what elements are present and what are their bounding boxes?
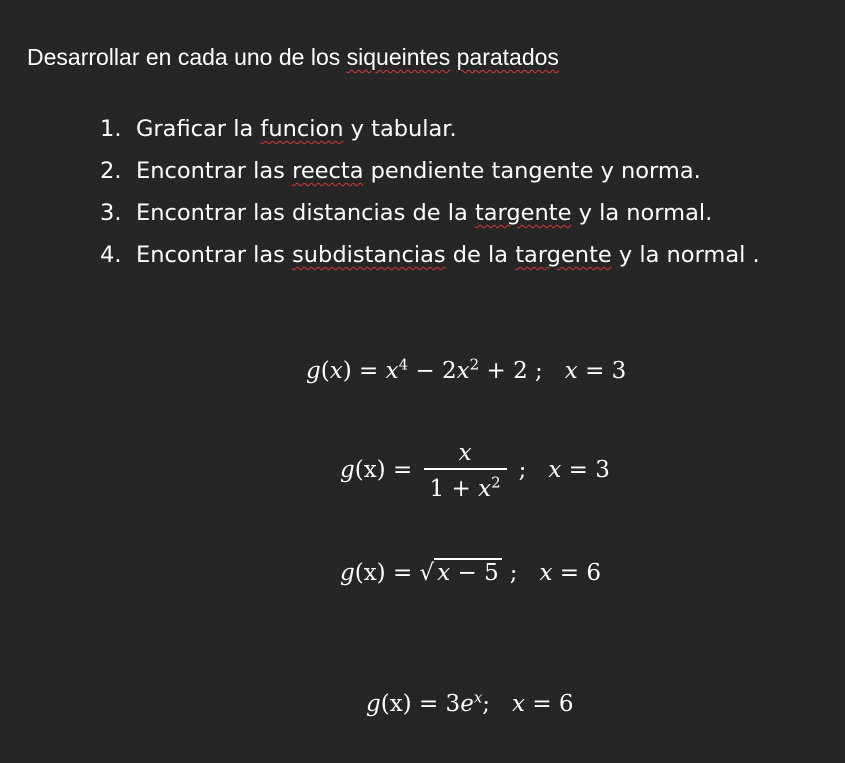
equation-1: $g(x) = x^4 - 2x^2 + 2$ ; x = 3 bbox=[306, 355, 627, 384]
misspelled-word: paratados bbox=[456, 44, 559, 70]
list-item: 1. Graficar la funcion y tabular. bbox=[100, 113, 760, 155]
equation-3: g(x) = √ x − 5 ; x = 6 bbox=[340, 560, 601, 586]
item-number: 4. bbox=[100, 242, 122, 268]
list-item: 4. Encontrar las subdistancias de la targente y la normal . bbox=[100, 239, 760, 281]
equation-2: g(x) = $\frac{x}{1 + x^2}$ ; x = 3 bbox=[340, 440, 610, 502]
square-root: √ x − 5 bbox=[420, 558, 502, 588]
misspelled-word: funcion bbox=[260, 116, 344, 142]
misspelled-word: targente bbox=[515, 242, 612, 268]
item-number: 2. bbox=[100, 158, 122, 184]
equation-4: $g(x) = 3e^x$; x = 6 bbox=[366, 688, 574, 717]
item-number: 3. bbox=[100, 200, 122, 226]
misspelled-word: subdistancias bbox=[292, 242, 446, 268]
misspelled-word: siqueintes bbox=[346, 44, 451, 70]
list-item: 2. Encontrar las reecta pendiente tangente y norma. bbox=[100, 155, 760, 197]
list-item: 3. Encontrar las distancias de la targente y la normal. bbox=[100, 197, 760, 239]
heading-text: Desarrollar en cada uno de los bbox=[27, 44, 347, 70]
item-number: 1. bbox=[100, 116, 122, 142]
task-list bbox=[100, 113, 760, 281]
fraction: $\frac{x}{1 + x^2}$ bbox=[424, 438, 507, 504]
instructions-heading bbox=[27, 44, 559, 71]
misspelled-word: reecta bbox=[292, 158, 364, 184]
misspelled-word: targente bbox=[474, 200, 572, 226]
